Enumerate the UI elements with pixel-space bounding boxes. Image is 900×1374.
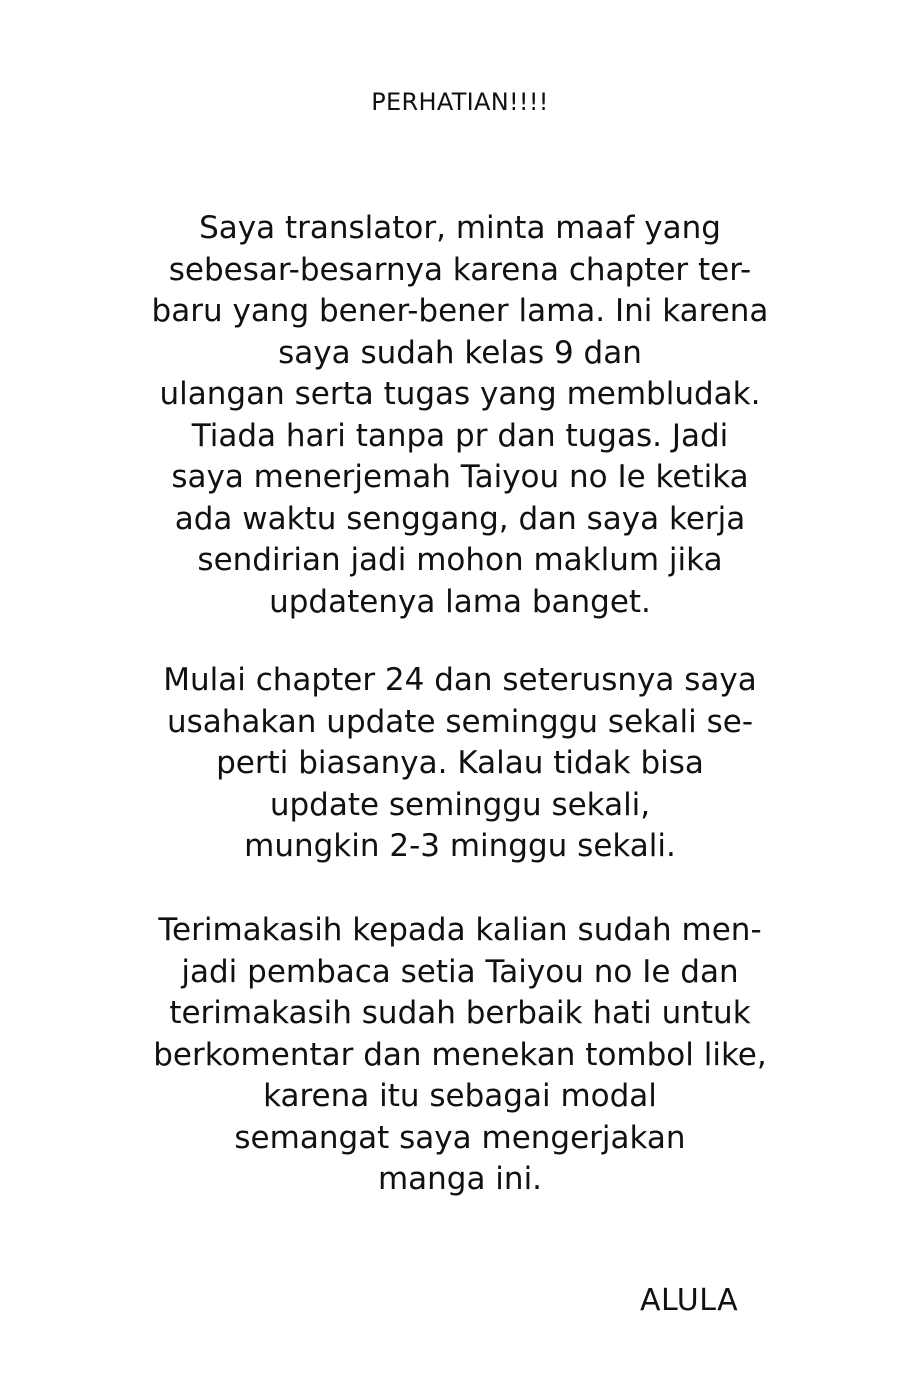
paragraph-line: semangat saya mengerjakan — [234, 1119, 686, 1156]
paragraph-line: Tiada hari tanpa pr dan tugas. Jadi — [191, 417, 729, 454]
apology-paragraph — [0, 208, 900, 623]
paragraph-line: Saya translator, minta maaf yang — [199, 210, 721, 246]
paragraph-line: baru yang bener-bener lama. Ini karena — [151, 293, 769, 329]
paragraph-line: Mulai chapter 24 dan seterusnya saya — [163, 662, 757, 698]
paragraph-line: saya menerjemah Taiyou no Ie ketika — [171, 459, 749, 495]
notice-heading: PERHATIAN!!!! — [371, 88, 549, 116]
paragraph-line: jadi pembaca setia Taiyou no Ie dan — [181, 953, 739, 990]
paragraph-line: terimakasih sudah berbaik hati untuk — [169, 995, 751, 1031]
paragraph-line: ada waktu senggang, dan saya kerja — [174, 500, 746, 537]
paragraph-line: perti biasanya. Kalau tidak bisa — [216, 745, 704, 781]
paragraph-line: ulangan serta tugas yang membludak. — [159, 376, 761, 412]
paragraph-line: manga ini. — [377, 1161, 543, 1197]
paragraph-line: berkomentar dan menekan tombol like, — [153, 1036, 767, 1073]
paragraph-line: Terimakasih kepada kalian sudah men- — [158, 912, 762, 948]
signature: ALULA — [640, 1283, 739, 1318]
paragraph-line: updatenya lama banget. — [269, 583, 651, 620]
paragraph-line: mungkin 2-3 minggu sekali. — [244, 828, 676, 864]
thanks-paragraph — [0, 910, 900, 1201]
schedule-paragraph — [0, 660, 900, 868]
paragraph-line: saya sudah kelas 9 dan — [278, 334, 642, 371]
paragraph-line: update seminggu sekali, — [269, 786, 651, 823]
paragraph-line: sebesar-besarnya karena chapter ter- — [168, 251, 752, 288]
paragraph-line: sendirian jadi mohon maklum jika — [197, 542, 723, 578]
paragraph-line: usahakan update seminggu sekali se- — [166, 703, 754, 740]
paragraph-line: karena itu sebagai modal — [263, 1078, 657, 1114]
